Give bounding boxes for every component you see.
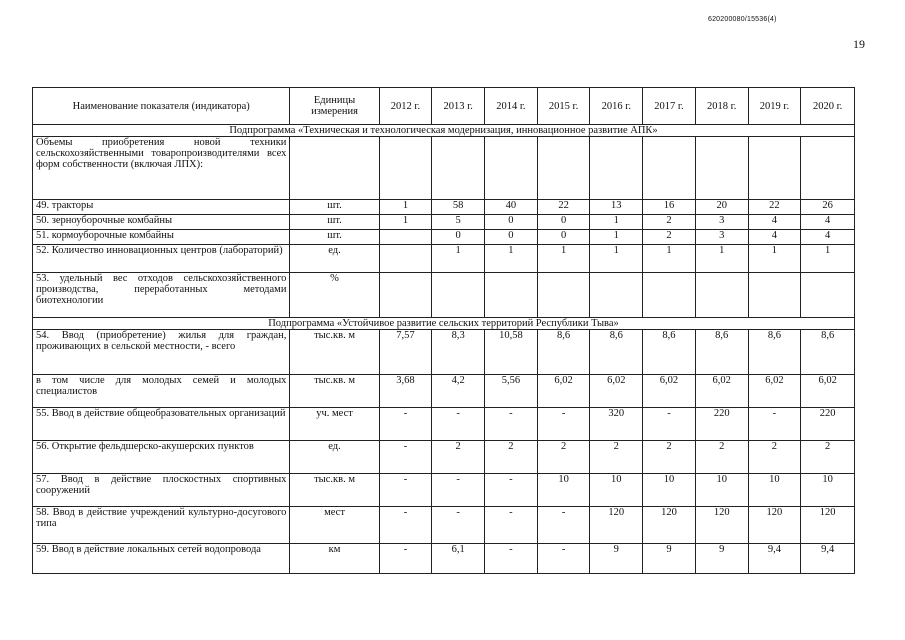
- value-cell: 22: [537, 200, 590, 215]
- value-cell: [485, 273, 538, 318]
- section-title: Подпрограмма «Устойчивое развитие сельских территорий Республики Тыва»: [33, 318, 855, 330]
- value-cell: 120: [748, 507, 801, 544]
- value-cell: [695, 273, 748, 318]
- value-cell: 8,6: [801, 330, 855, 375]
- value-cell: 5: [432, 215, 485, 230]
- value-cell: 5,56: [485, 375, 538, 408]
- value-cell: 58: [432, 200, 485, 215]
- value-cell: 9: [643, 544, 696, 574]
- value-cell: 2: [748, 441, 801, 474]
- indicator-name: 55. Ввод в действие общеобразовательных организаций: [33, 408, 290, 441]
- unit-cell: тыс.кв. м: [290, 375, 379, 408]
- indicator-name: 59. Ввод в действие локальных сетей водопровода: [33, 544, 290, 574]
- value-cell: 6,02: [537, 375, 590, 408]
- value-cell: [537, 137, 590, 200]
- unit-cell: шт.: [290, 200, 379, 215]
- value-cell: 4,2: [432, 375, 485, 408]
- value-cell: 120: [695, 507, 748, 544]
- value-cell: 220: [801, 408, 855, 441]
- value-cell: 9,4: [748, 544, 801, 574]
- header-year: 2017 г.: [643, 88, 696, 125]
- value-cell: 120: [643, 507, 696, 544]
- value-cell: -: [379, 408, 432, 441]
- unit-cell: шт.: [290, 215, 379, 230]
- header-year: 2016 г.: [590, 88, 643, 125]
- header-year: 2015 г.: [537, 88, 590, 125]
- indicator-name: 54. Ввод (приобретение) жилья для граждан, проживающих в сельской местности, - всего: [33, 330, 290, 375]
- value-cell: -: [643, 408, 696, 441]
- value-cell: [379, 245, 432, 273]
- value-cell: 16: [643, 200, 696, 215]
- value-cell: 10,58: [485, 330, 538, 375]
- value-cell: 10: [643, 474, 696, 507]
- value-cell: 4: [748, 215, 801, 230]
- document-id: 620200080/15536(4): [708, 16, 777, 23]
- table-row: [33, 544, 855, 574]
- value-cell: 6,02: [801, 375, 855, 408]
- value-cell: -: [432, 408, 485, 441]
- indicator-name: 56. Открытие фельдшерско-акушерских пунктов: [33, 441, 290, 474]
- value-cell: [379, 273, 432, 318]
- header-unit: Единицы измерения: [290, 88, 379, 125]
- value-cell: 8,6: [537, 330, 590, 375]
- indicator-name: в том числе для молодых семей и молодых специалистов: [33, 375, 290, 408]
- value-cell: -: [485, 507, 538, 544]
- value-cell: 1: [537, 245, 590, 273]
- indicator-name: 58. Ввод в действие учреждений культурно-досугового типа: [33, 507, 290, 544]
- unit-cell: уч. мест: [290, 408, 379, 441]
- table-row: [33, 137, 855, 200]
- value-cell: 4: [748, 230, 801, 245]
- value-cell: 0: [432, 230, 485, 245]
- value-cell: 3: [695, 230, 748, 245]
- value-cell: -: [537, 544, 590, 574]
- value-cell: 2: [695, 441, 748, 474]
- value-cell: 1: [590, 230, 643, 245]
- value-cell: 2: [485, 441, 538, 474]
- unit-cell: тыс.кв. м: [290, 474, 379, 507]
- value-cell: -: [537, 507, 590, 544]
- table-row: [33, 200, 855, 215]
- header-year: 2013 г.: [432, 88, 485, 125]
- value-cell: [379, 137, 432, 200]
- unit-cell: ед.: [290, 245, 379, 273]
- value-cell: 6,02: [590, 375, 643, 408]
- value-cell: [643, 273, 696, 318]
- table-row: [33, 230, 855, 245]
- value-cell: 10: [590, 474, 643, 507]
- value-cell: 9: [695, 544, 748, 574]
- value-cell: 1: [485, 245, 538, 273]
- value-cell: -: [379, 474, 432, 507]
- value-cell: -: [748, 408, 801, 441]
- table-header-row: [33, 88, 855, 125]
- value-cell: 3,68: [379, 375, 432, 408]
- header-year: 2012 г.: [379, 88, 432, 125]
- value-cell: 0: [485, 215, 538, 230]
- value-cell: [432, 137, 485, 200]
- value-cell: 8,6: [590, 330, 643, 375]
- value-cell: 2: [643, 215, 696, 230]
- value-cell: 10: [537, 474, 590, 507]
- value-cell: 7,57: [379, 330, 432, 375]
- value-cell: 1: [748, 245, 801, 273]
- value-cell: 1: [695, 245, 748, 273]
- header-name: Наименование показателя (индикатора): [33, 88, 290, 125]
- value-cell: -: [537, 408, 590, 441]
- value-cell: 0: [537, 230, 590, 245]
- value-cell: 6,02: [748, 375, 801, 408]
- value-cell: -: [432, 474, 485, 507]
- unit-cell: мест: [290, 507, 379, 544]
- indicator-name: 50. зерноуборочные комбайны: [33, 215, 290, 230]
- table-row: [33, 441, 855, 474]
- indicator-name: Объемы приобретения новой техники сельскохозяйственными товаропроизводителями всех форм собственности (включая ЛПХ):: [33, 137, 290, 200]
- value-cell: 320: [590, 408, 643, 441]
- value-cell: 10: [748, 474, 801, 507]
- value-cell: 8,6: [695, 330, 748, 375]
- value-cell: 20: [695, 200, 748, 215]
- value-cell: [537, 273, 590, 318]
- value-cell: 3: [695, 215, 748, 230]
- value-cell: 9: [590, 544, 643, 574]
- indicator-name: 57. Ввод в действие плоскостных спортивных сооружений: [33, 474, 290, 507]
- indicator-name: 52. Количество инновационных центров (лабораторий): [33, 245, 290, 273]
- value-cell: 0: [485, 230, 538, 245]
- header-year: 2018 г.: [695, 88, 748, 125]
- table-row: [33, 273, 855, 318]
- value-cell: -: [379, 441, 432, 474]
- section-row: [33, 125, 855, 137]
- value-cell: 1: [801, 245, 855, 273]
- unit-cell: шт.: [290, 230, 379, 245]
- value-cell: [590, 137, 643, 200]
- value-cell: 26: [801, 200, 855, 215]
- header-year: 2019 г.: [748, 88, 801, 125]
- indicator-name: 53. удельный вес отходов сельскохозяйственного производства, переработанных методами биотехнологии: [33, 273, 290, 318]
- value-cell: 4: [801, 215, 855, 230]
- value-cell: 220: [695, 408, 748, 441]
- value-cell: 0: [537, 215, 590, 230]
- section-title: Подпрограмма «Техническая и технологическая модернизация, инновационное развитие АПК»: [33, 125, 855, 137]
- value-cell: 6,1: [432, 544, 485, 574]
- value-cell: [801, 137, 855, 200]
- page-number: 19: [853, 37, 865, 51]
- indicators-table: [32, 87, 855, 574]
- value-cell: 13: [590, 200, 643, 215]
- unit-cell: тыс.кв. м: [290, 330, 379, 375]
- value-cell: -: [379, 507, 432, 544]
- header-year: 2020 г.: [801, 88, 855, 125]
- value-cell: 2: [801, 441, 855, 474]
- value-cell: 9,4: [801, 544, 855, 574]
- unit-cell: км: [290, 544, 379, 574]
- value-cell: 40: [485, 200, 538, 215]
- value-cell: [748, 273, 801, 318]
- value-cell: 1: [379, 215, 432, 230]
- value-cell: [695, 137, 748, 200]
- value-cell: -: [485, 408, 538, 441]
- value-cell: 22: [748, 200, 801, 215]
- table-body: [33, 88, 855, 574]
- unit-cell: ед.: [290, 441, 379, 474]
- value-cell: 6,02: [643, 375, 696, 408]
- value-cell: -: [485, 544, 538, 574]
- table-row: [33, 215, 855, 230]
- value-cell: 4: [801, 230, 855, 245]
- section-row: [33, 318, 855, 330]
- header-year: 2014 г.: [485, 88, 538, 125]
- value-cell: [379, 230, 432, 245]
- value-cell: -: [379, 544, 432, 574]
- value-cell: 10: [801, 474, 855, 507]
- value-cell: 1: [432, 245, 485, 273]
- value-cell: 6,02: [695, 375, 748, 408]
- value-cell: 1: [643, 245, 696, 273]
- value-cell: -: [432, 507, 485, 544]
- unit-cell: [290, 137, 379, 200]
- value-cell: 8,6: [643, 330, 696, 375]
- value-cell: 2: [590, 441, 643, 474]
- value-cell: [643, 137, 696, 200]
- table-row: [33, 245, 855, 273]
- value-cell: 2: [643, 441, 696, 474]
- value-cell: -: [485, 474, 538, 507]
- table-row: [33, 474, 855, 507]
- value-cell: [590, 273, 643, 318]
- table-row: [33, 507, 855, 544]
- value-cell: 1: [379, 200, 432, 215]
- value-cell: 8,3: [432, 330, 485, 375]
- value-cell: 120: [590, 507, 643, 544]
- table-row: [33, 375, 855, 408]
- value-cell: [485, 137, 538, 200]
- value-cell: 120: [801, 507, 855, 544]
- unit-cell: %: [290, 273, 379, 318]
- value-cell: [748, 137, 801, 200]
- value-cell: 1: [590, 245, 643, 273]
- indicator-name: 51. кормоуборочные комбайны: [33, 230, 290, 245]
- value-cell: 8,6: [748, 330, 801, 375]
- table-row: [33, 330, 855, 375]
- value-cell: 10: [695, 474, 748, 507]
- value-cell: 2: [643, 230, 696, 245]
- value-cell: 2: [537, 441, 590, 474]
- value-cell: 1: [590, 215, 643, 230]
- value-cell: [801, 273, 855, 318]
- indicator-name: 49. тракторы: [33, 200, 290, 215]
- value-cell: 2: [432, 441, 485, 474]
- value-cell: [432, 273, 485, 318]
- table-row: [33, 408, 855, 441]
